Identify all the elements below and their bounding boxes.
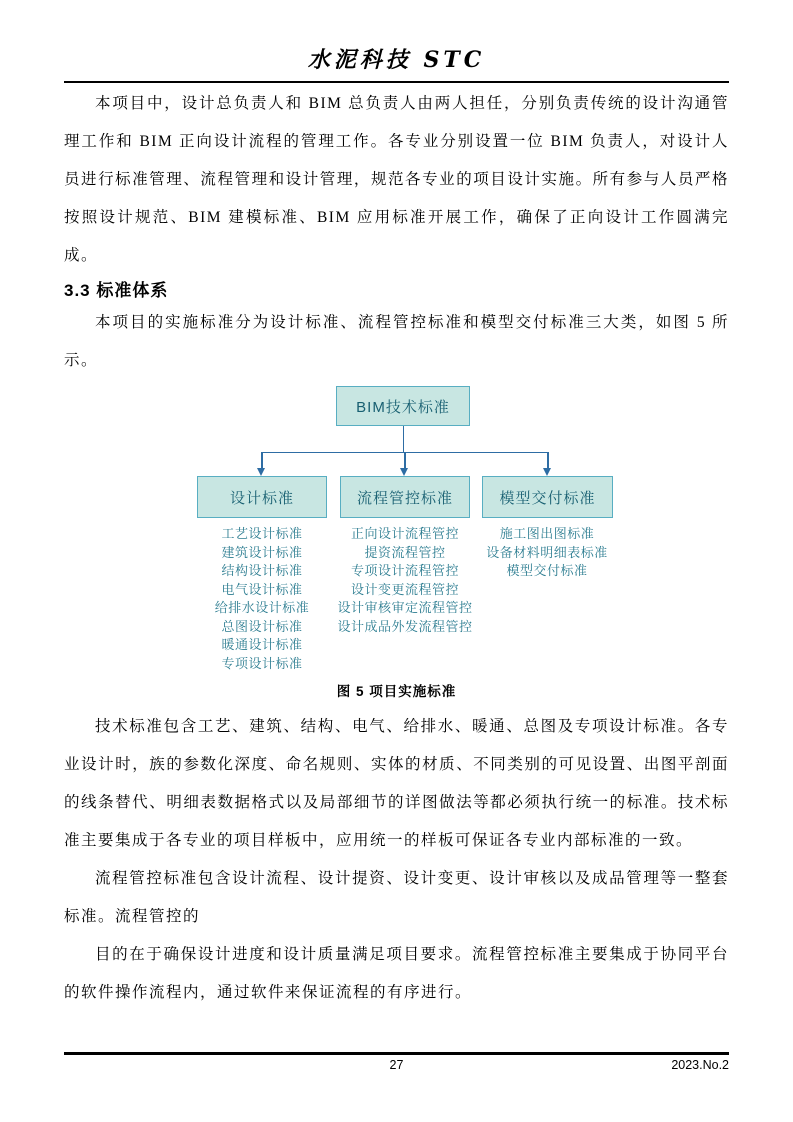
- diagram-item: 工艺设计标准: [221, 526, 303, 541]
- diagram-item: 设计成品外发流程管控: [337, 618, 473, 634]
- diagram-item: 设计审核审定流程管控: [337, 600, 473, 615]
- connector-left-stem: [261, 452, 263, 469]
- diagram-item: 建筑设计标准: [221, 544, 303, 560]
- paragraph-2: 本项目的实施标准分为设计标准、流程管控标准和模型交付标准三大类，如图 5 所示。: [64, 314, 729, 369]
- diagram-item: 模型交付标准: [506, 563, 588, 578]
- journal-title: 水泥科技 STC: [307, 47, 486, 73]
- diagram-item: 电气设计标准: [221, 581, 303, 597]
- diagram-item: 专项设计流程管控: [350, 563, 459, 578]
- page-number: 27: [389, 1058, 404, 1072]
- paragraph-1: 本项目中，设计总负责人和 BIM 总负责人由两人担任，分别负责传统的设计沟通管理工作和 BIM 正向设计流程的管理工作。各专业分别设置一位 BIM 负责人，对设计人员进行标准管理、流程管理和设计管理，规范各专业的项目设计实施。所有参与人员严格按照设计规范、BIM 建模标准、BIM 应用标准开展工作，确保了正向设计工作圆满完成。: [64, 95, 729, 264]
- diagram-branch-box-delivery: 模型交付标准: [482, 476, 613, 518]
- diagram-list-delivery: [442, 525, 652, 581]
- figure-5-caption: 图 5 项目实施标准: [336, 684, 457, 699]
- header-rule: [64, 81, 729, 83]
- section-heading-3-3: 3.3 标准体系: [64, 281, 169, 300]
- diagram-item: 正向设计流程管控: [350, 526, 459, 541]
- paragraph-5: 目的在于确保设计进度和设计质量满足项目要求。流程管控标准主要集成于协同平台的软件操作流程内，通过软件来保证流程的有序进行。: [64, 946, 729, 1001]
- footer: [64, 1058, 729, 1076]
- diagram-item: 提资流程管控: [364, 544, 446, 560]
- diagram-root-box: BIM技术标准: [336, 386, 470, 426]
- diagram-item: 暖通设计标准: [221, 637, 303, 652]
- paragraph-4: 流程管控标准包含设计流程、设计提资、设计变更、设计审核以及成品管理等一整套标准。流程管控的: [64, 870, 729, 925]
- arrow-down-left-icon: [257, 468, 265, 476]
- diagram-item: 结构设计标准: [221, 563, 303, 578]
- connector-middle-stem: [404, 452, 406, 469]
- diagram-item: 总图设计标准: [221, 618, 303, 634]
- arrow-down-right-icon: [543, 468, 551, 476]
- diagram-item: 施工图出图标准: [499, 526, 595, 541]
- connector-right-stem: [547, 452, 549, 469]
- diagram-item: 给排水设计标准: [214, 600, 310, 615]
- paragraph-3: 技术标准包含工艺、建筑、结构、电气、给排水、暖通、总图及专项设计标准。各专业设计时，族的参数化深度、命名规则、实体的材质、不同类别的可见设置、出图平剖面的线条替代、明细表数据格式以及局部细节的详图做法等都必须执行统一的标准。技术标准主要集成于各专业的项目样板中，应用统一的样板可保证各专业内部标准的一致。: [64, 718, 729, 849]
- arrow-down-middle-icon: [400, 468, 408, 476]
- connector-root-stem: [403, 426, 405, 452]
- footer-rule: [64, 1052, 729, 1055]
- diagram-branch-box-design: 设计标准: [197, 476, 327, 518]
- diagram-item: 专项设计标准: [221, 655, 303, 671]
- diagram-branch-box-process: 流程管控标准: [340, 476, 470, 518]
- issue-number: 2023.No.2: [671, 1058, 729, 1072]
- diagram-item: 设备材料明细表标准: [486, 544, 608, 560]
- figure-5-diagram: [64, 382, 729, 678]
- diagram-item: 设计变更流程管控: [350, 581, 459, 597]
